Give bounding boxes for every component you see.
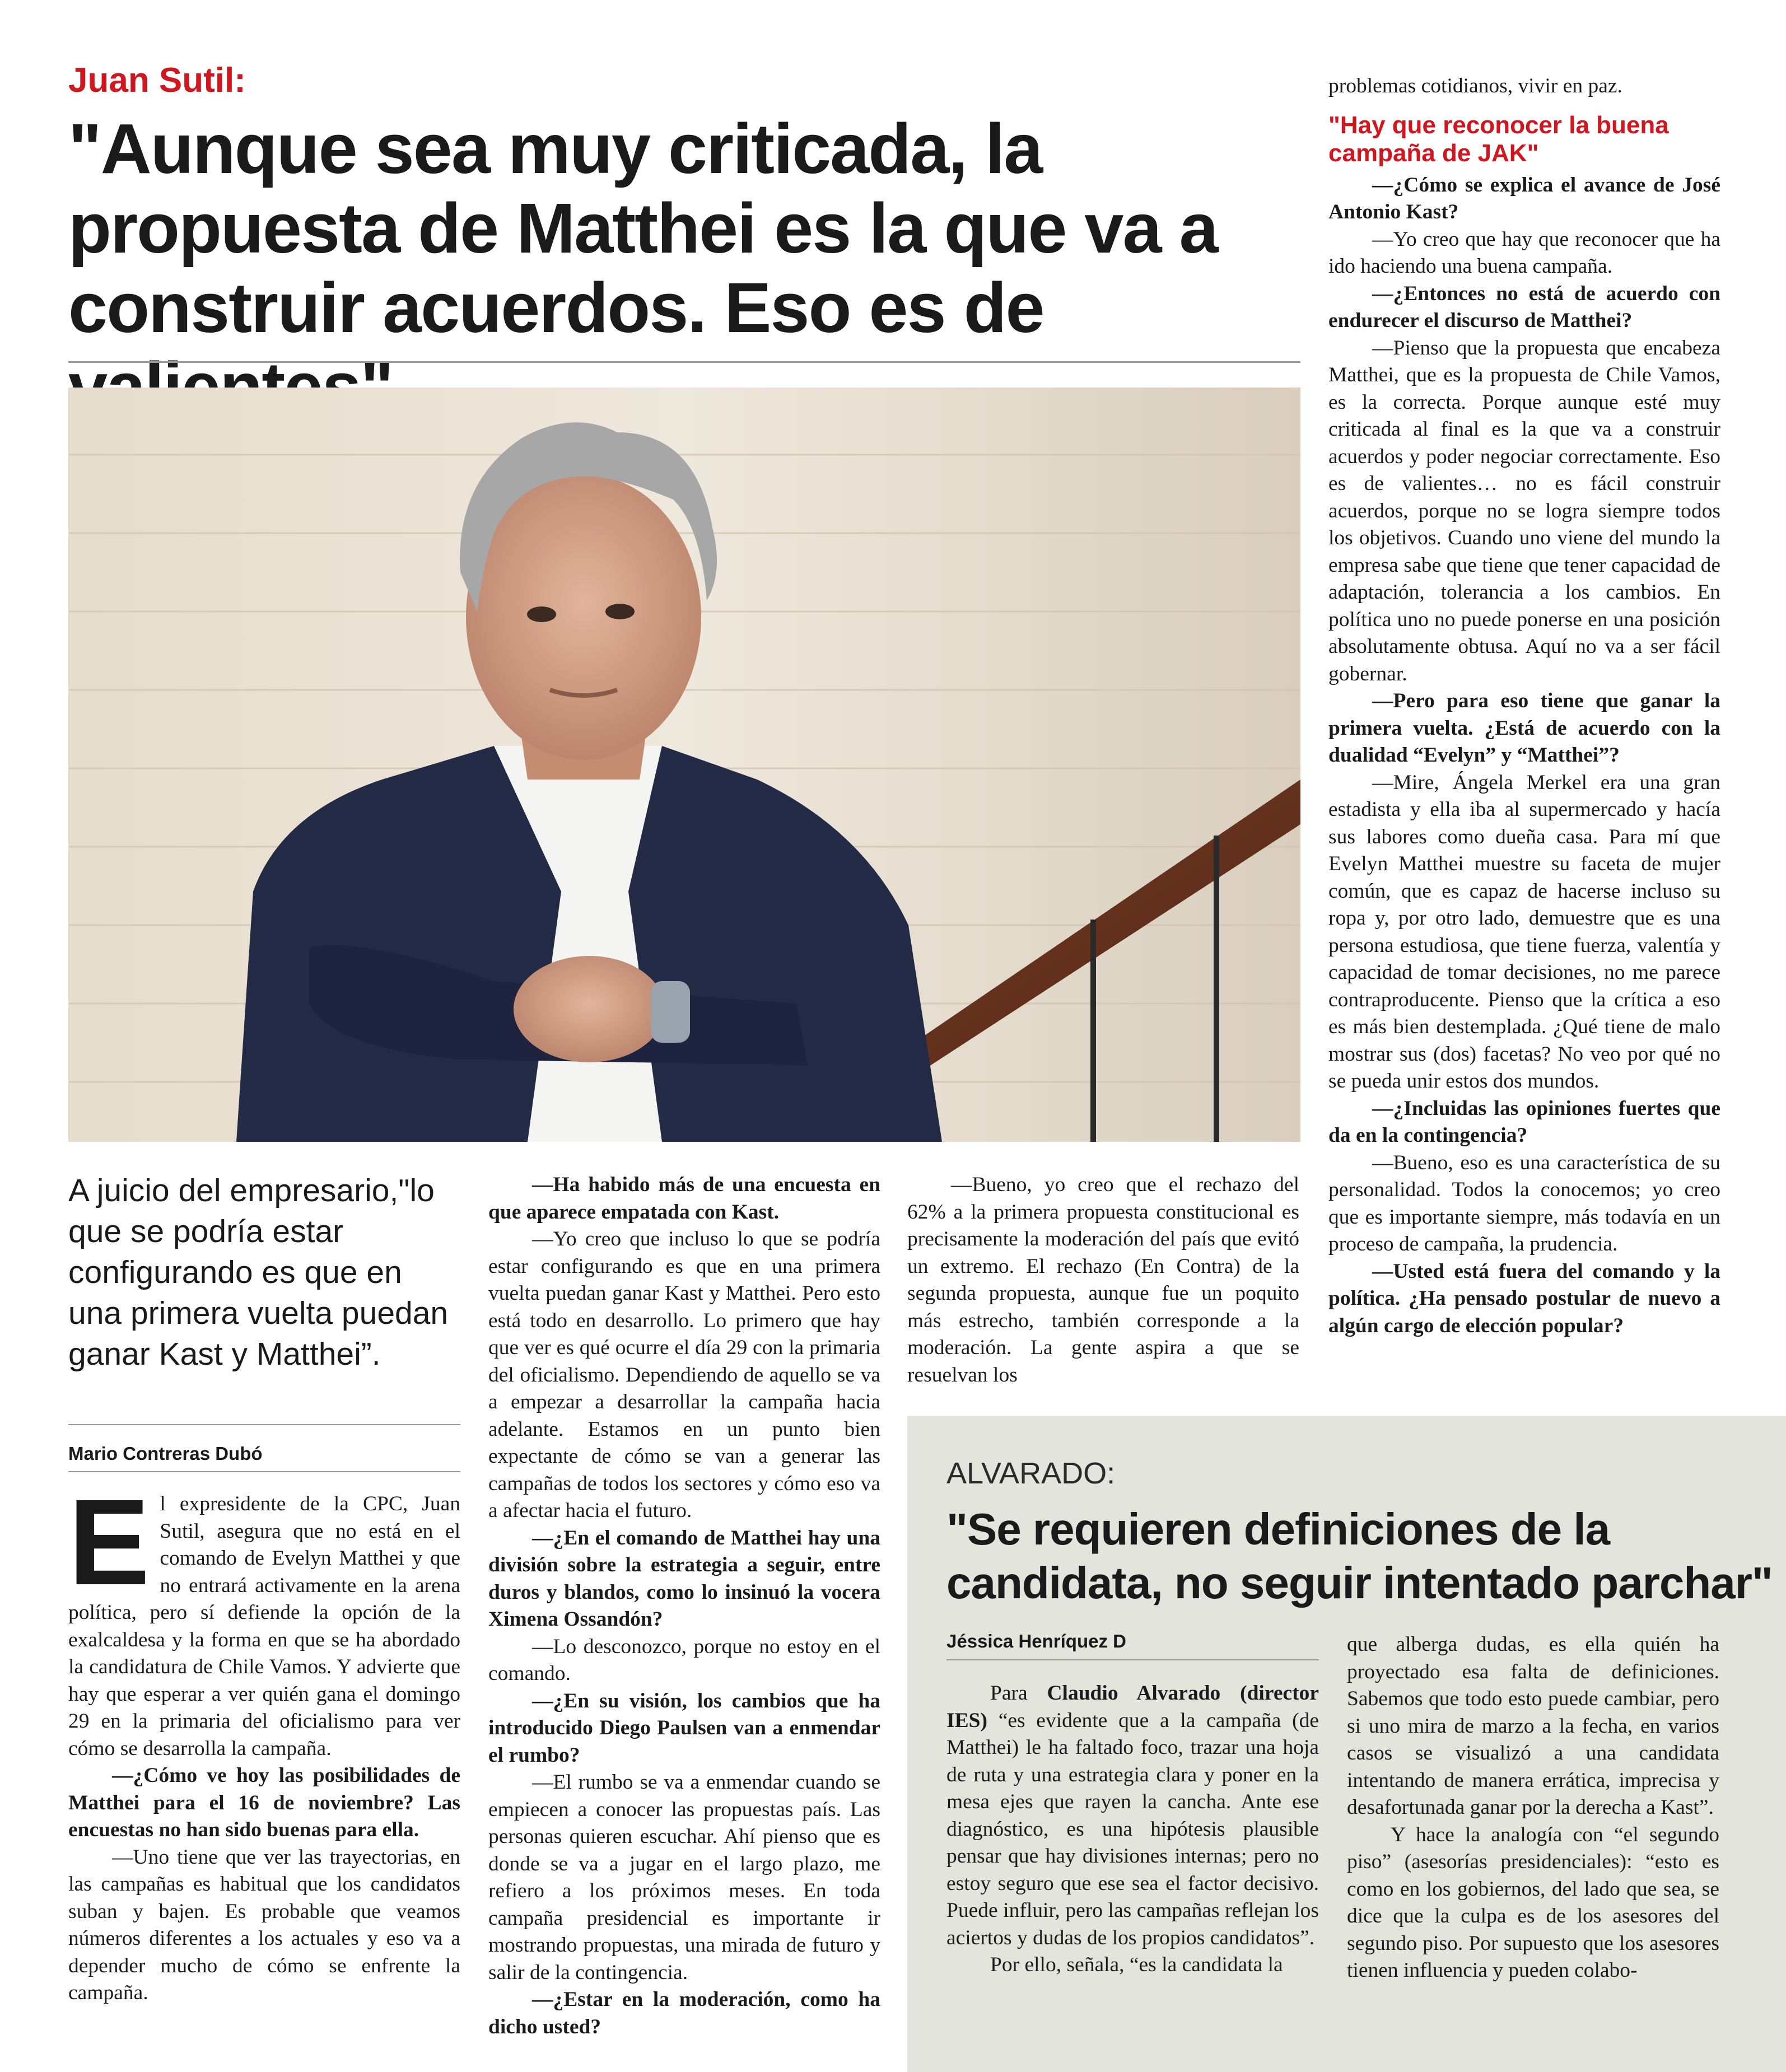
article-column-2 <box>488 1172 880 2041</box>
article-byline: Mario Contreras Dubó <box>68 1443 263 1464</box>
interview-answer: —Yo creo que hay que reconocer que ha ido haciendo una buena campaña. <box>1328 227 1720 278</box>
interview-answer: —Yo creo que incluso lo que se podría estar configurando es que en una primera vuelta puedan ganar Kast y Matthei. Pero esto está todo en desarrollo. Lo primero que hay que ver es qué ocurre el día 29 con la primaria del oficialismo. Dependiendo de aquello se va a empezar a desarrollar la campaña hacia adelante. Estamos en un punto bien expectante de cómo se van a generar las campañas de todos los sectores y cómo eso va a afectar hacia el futuro. <box>488 1228 880 1522</box>
continuation-text: problemas cotidianos, vivir en paz. <box>1328 74 1622 97</box>
portrait-photo <box>68 388 1300 1142</box>
drop-cap: E <box>68 1474 150 1611</box>
interview-answer: —Uno tiene que ver las trayectorias, en las campañas es habitual que los candidatos suban y bajen. Es probable que veamos números diferentes a los actuales y eso va a depender mucho de cómo se enfrente la campaña. <box>68 1845 460 2004</box>
sidebar-paragraph: Para Claudio Alvarado (director IES) “es evidente que a la campaña (de Matthei) le ha faltado foco, trazar una hoja de ruta y una estrategia clara y poner en la mesa ejes que rayen la cancha. Ante ese diagnóstico, es una hipótesis plausible pensar que hay divisiones internas; pero no estoy seguro que ese sea el factor decisivo. Puede influir, pero las campañas reflejan los aciertos y dudas de los propios candidatos”. <box>946 1682 1319 1949</box>
interview-question: —¿Cómo ve hoy las posibilidades de Matthei para el 16 de noviembre? Las encuestas no han sido buenas para ella. <box>68 1764 460 1841</box>
interview-question: —¿En su visión, los cambios que ha introducido Diego Paulsen van a enmendar el rumbo? <box>488 1689 880 1767</box>
interview-answer: —Bueno, eso es una característica de su personalidad. Todos la conocemos; yo creo que es importante siempre, más todavía en un proceso de campaña, la prudencia. <box>1328 1151 1720 1256</box>
section-subhead: "Hay que reconocer la buena campaña de JAK" <box>1328 111 1669 167</box>
sidebar-paragraph: Por ello, señala, “es la candidata la <box>990 1953 1283 1976</box>
sidebar-column-1 <box>946 1680 1319 1979</box>
intro-paragraph: El expresidente de la CPC, Juan Sutil, asegura que no está en el comando de Evelyn Matthei y que no entrará activamente en la arena política, pero sí defiende la opción de la exalcaldesa y la forma en que se ha abordado la candidatura de Chile Vamos. Y advierte que hay que esperar a ver quién gana el domingo 29 en la primaria del oficialismo para ver cómo se desarrolla la campaña. <box>68 1474 460 1760</box>
interview-answer: —Lo desconozco, porque no estoy en el comando. <box>488 1635 880 1685</box>
sidebar-kicker: ALVARADO: <box>946 1457 1116 1490</box>
lede-divider <box>68 1424 460 1425</box>
interview-question: —¿Estar en la moderación, como ha dicho usted? <box>488 1988 880 2038</box>
interview-question: —¿En el comando de Matthei hay una división sobre la estrategia a seguir, entre duros y blandos, como lo insinuó la vocera Ximena Ossandón? <box>488 1526 880 1631</box>
article-column-1 <box>68 1474 460 2007</box>
article-kicker: Juan Sutil: <box>68 61 246 100</box>
article-column-4 <box>1328 73 1720 1340</box>
interview-answer: —Mire, Ángela Merkel era una gran estadista y ella iba al supermercado y hacía sus labores como dueña casa. Para mí que Evelyn Matthei muestre su faceta de mujer común, que es capaz de hacerse incluso su ropa y, por otro lado, demuestre que es una persona estudiosa, que tiene fuerza, valentía y capacidad de tomar decisiones, no me parece contraproducente. Pienso que la crítica a eso es más bien destemplada. ¿Qué tiene de malo mostrar sus (dos) facetas? No veo por qué no se pueda unir estos dos mundos. <box>1328 771 1720 1093</box>
interview-question: —¿Entonces no está de acuerdo con endurecer el discurso de Matthei? <box>1328 282 1720 332</box>
interview-question: —Usted está fuera del comando y la política. ¿Ha pensado postular de nuevo a algún cargo de elección popular? <box>1328 1259 1720 1337</box>
interview-answer: —Bueno, yo creo que el rechazo del 62% a la primera propuesta constitucional es precisamente la moderación del país que evitó un extremo. El rechazo (En Contra) de la segunda propuesta, aunque fue un poquito más estrecho, también corresponde a la moderación. La gente aspira a que se resuelvan los <box>907 1173 1299 1387</box>
sidebar-headline: "Se requieren definiciones de la candidata, no seguir intentado parchar" <box>946 1504 1773 1608</box>
sidebar-paragraph: Y hace la analogía con “el segundo piso” (asesorías presidenciales): “esto es como en los gobiernos, del lado que sea, se dice que la culpa es de los asesores del segundo piso. Por supuesto que los asesores tienen influencia y pueden colabo- <box>1347 1823 1719 1982</box>
sidebar-column-2 <box>1347 1631 1719 1985</box>
byline-divider <box>68 1471 460 1472</box>
sidebar-paragraph: que alberga dudas, es ella quién ha proyectado esa falta de definiciones. Sabemos que todo esto puede cambiar, pero si uno mira de marzo a la fecha, en varios casos se visualizó a una candidata intentando de manera errática, imprecisa y desafortunada ganar por la derecha a Kast”. <box>1347 1633 1719 1819</box>
sidebar-byline-divider <box>946 1659 1319 1660</box>
interview-question: —¿Incluidas las opiniones fuertes que da en la contingencia? <box>1328 1096 1720 1147</box>
interview-question: —Ha habido más de una encuesta en que aparece empatada con Kast. <box>488 1173 880 1224</box>
interview-answer: —El rumbo se va a enmendar cuando se empiecen a conocer las propuestas país. Las personas quieren escuchar. Ahí pienso que es donde se va a jugar en el largo plazo, me refiero a los próximos meses. En toda campaña presidencial es importante ir mostrando propuestas, una mirada de futuro y salir de la contingencia. <box>488 1771 880 1984</box>
article-headline: "Aunque sea muy criticada, la propuesta de Matthei es la que va a construir acuerdos. Eso es de <box>68 109 1218 347</box>
interview-answer: —Pienso que la propuesta que encabeza Matthei, que es la propuesta de Chile Vamos, es la correcta. Porque aunque esté muy criticada al final es la que va a construir acuerdos y poder negociar correctamente. Eso es de valientes… no es fácil construir acuerdos, porque no se logra siempre todos los objetivos. Cuando uno viene del mundo la empresa sabe que tiene que tener capacidad de adaptación, tolerancia a los cambios. En política uno no puede ponerse en una posición absolutamente obtusa. Aquí no va a ser fácil gobernar. <box>1328 336 1720 685</box>
sidebar-byline: Jéssica Henríquez D <box>946 1631 1126 1651</box>
pull-quote: A juicio del empresario,"lo que se podría estar configurando es que en una primera vuelta puedan ganar Kast y Matthei”. <box>68 1173 449 1372</box>
interview-question: —Pero para eso tiene que ganar la primera vuelta. ¿Está de acuerdo con la dualidad “Evelyn” y “Matthei”? <box>1328 689 1720 767</box>
article-column-3 <box>907 1172 1299 1389</box>
interview-question: —¿Cómo se explica el avance de José Antonio Kast? <box>1328 173 1720 223</box>
headline-divider <box>68 361 1300 363</box>
